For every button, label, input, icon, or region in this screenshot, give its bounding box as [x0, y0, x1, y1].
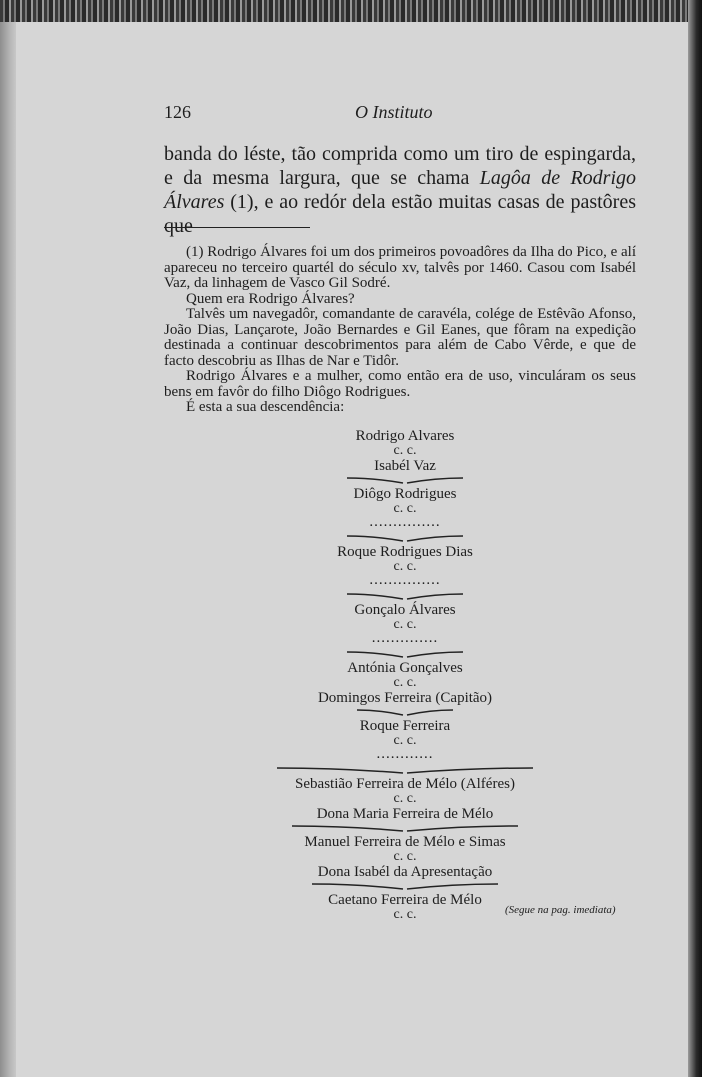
spouse-name: Dona Maria Ferreira de Mélo: [316, 806, 494, 822]
spouse-name: Isabél Vaz: [374, 458, 436, 474]
body-text-part-2: (1), e ao redór dela estão muitas casas de pastôres que: [164, 191, 636, 237]
descent-brace: [260, 822, 550, 834]
descent-brace: [260, 706, 550, 718]
footnote-question: Quem era Rodrigo Álvares?: [186, 290, 355, 307]
lake-name: Lagôa de Rodrigo Álvares: [164, 167, 636, 213]
spouse-name: Domingos Ferreira (Capitão): [317, 690, 493, 706]
descendant-name: Sebastião Ferreira de Mélo (Alféres): [295, 776, 515, 792]
descendant-name: Diôgo Rodrigues: [353, 486, 457, 502]
footnote-descent-intro: É esta a sua descendência:: [186, 399, 345, 415]
omitted-spouse-dots: ...............: [369, 572, 441, 588]
descent-brace: [260, 474, 550, 486]
descent-brace: [260, 532, 550, 544]
footnote-1: (1) Rodrigo Álvares foi um dos primeiros povoadôres da Ilha do Pico, e alí apareceu no terceiro quartél do século xv, talvês por 1460. Casou com Isabél Vaz, da linhagem de Vasco Gil Sodré.: [164, 244, 636, 291]
continued-note: (Segue na pag. imediata): [505, 904, 616, 916]
married-marker: c. c.: [393, 791, 417, 806]
married-marker: c. c.: [393, 675, 417, 690]
book-binding-shadow: [688, 0, 702, 1077]
descendant-name: Caetano Ferreira de Mélo: [328, 892, 482, 908]
omitted-spouse-dots: ...............: [369, 514, 441, 530]
footnote-rule: [164, 227, 310, 228]
married-marker: c. c.: [393, 559, 417, 574]
omitted-spouse-dots: ..............: [371, 630, 439, 646]
married-marker: c. c.: [393, 733, 417, 748]
footnote-entail: Rodrigo Álvares e a mulher, como então era de uso, vinculáram os seus bens em favôr do filho Diôgo Rodrigues.: [164, 368, 636, 400]
descendant-name: Gonçalo Álvares: [354, 602, 456, 618]
descendant-name: Roque Ferreira: [359, 718, 451, 734]
omitted-spouse-dots: ............: [376, 746, 434, 762]
body-text-part-1: banda do léste, tão comprida como um tiro de espingarda, e da mesma largura, que se chama: [164, 143, 636, 189]
married-marker: c. c.: [393, 907, 417, 922]
page-number: 126: [164, 102, 191, 122]
descent-brace: [260, 590, 550, 602]
book-page-edges: [0, 22, 16, 1077]
book-top-edge: [0, 0, 702, 22]
descendant-name: Manuel Ferreira de Mélo e Simas: [304, 834, 506, 850]
descendant-name: Antónia Gonçalves: [347, 660, 463, 676]
descent-brace: [260, 648, 550, 660]
footnotes: [164, 245, 636, 416]
married-marker: c. c.: [393, 617, 417, 632]
descent-brace: [260, 880, 550, 892]
married-marker: c. c.: [393, 501, 417, 516]
running-title: O Instituto: [355, 102, 433, 122]
married-marker: c. c.: [393, 443, 417, 458]
genealogy-tree: [260, 428, 550, 922]
spouse-name: Dona Isabél da Apresentação: [317, 864, 493, 880]
descendant-name: Roque Rodrigues Dias: [337, 544, 473, 560]
ancestor-name: Rodrigo Alvares: [355, 428, 455, 444]
married-marker: c. c.: [393, 849, 417, 864]
body-paragraph: [164, 142, 636, 238]
descent-brace: [260, 764, 550, 776]
footnote-navigator: Talvês um navegadôr, comandante de caravéla, colége de Estêvão Afonso, João Dias, Lançarote, João Bernardes e Gil Eanes, que fôram na expedição destinada a continuar descobrimentos para além de Cabo Vêrde, e que de facto descobriu as Ilhas de Nar e Tidôr.: [164, 306, 636, 369]
